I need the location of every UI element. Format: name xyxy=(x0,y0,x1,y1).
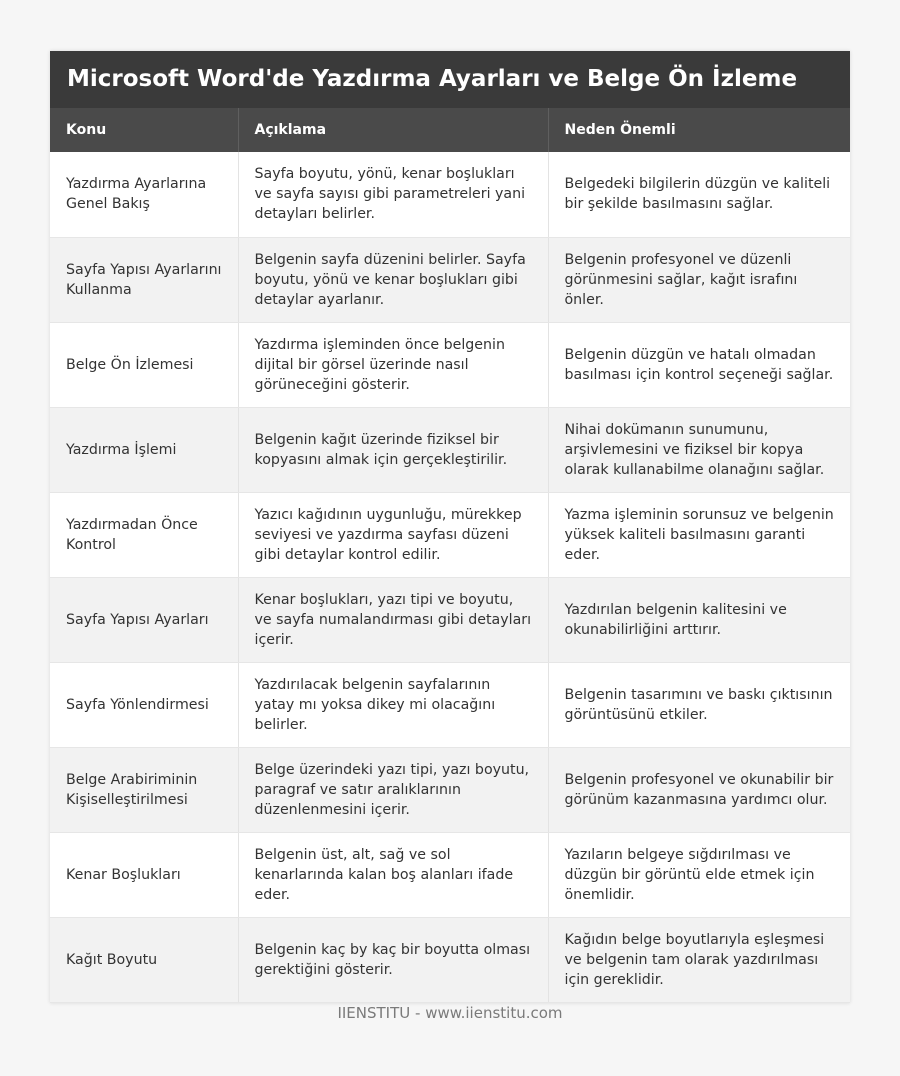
column-header-konu: Konu xyxy=(50,108,238,152)
table-row xyxy=(50,407,850,492)
cell-neden: Belgenin profesyonel ve düzenli görünmesini sağlar, kağıt israfını önler. xyxy=(548,237,850,322)
cell-neden: Belgedeki bilgilerin düzgün ve kaliteli bir şekilde basılmasını sağlar. xyxy=(548,152,850,237)
cell-aciklama: Belgenin üst, alt, sağ ve sol kenarlarında kalan boş alanları ifade eder. xyxy=(238,832,548,917)
table-row xyxy=(50,237,850,322)
cell-neden: Nihai dokümanın sunumunu, arşivlemesini ve fiziksel bir kopya olarak kullanabilme olanağını sağlar. xyxy=(548,407,850,492)
cell-konu: Yazdırmadan Önce Kontrol xyxy=(50,492,238,577)
table-row xyxy=(50,577,850,662)
cell-aciklama: Belge üzerindeki yazı tipi, yazı boyutu, paragraf ve satır aralıklarının düzenlenmesini içerir. xyxy=(238,747,548,832)
cell-aciklama: Sayfa boyutu, yönü, kenar boşlukları ve sayfa sayısı gibi parametreleri yani detayları belirler. xyxy=(238,152,548,237)
cell-konu: Yazdırma İşlemi xyxy=(50,407,238,492)
cell-neden: Belgenin tasarımını ve baskı çıktısının görüntüsünü etkiler. xyxy=(548,662,850,747)
cell-neden: Yazıların belgeye sığdırılması ve düzgün bir görüntü elde etmek için önemlidir. xyxy=(548,832,850,917)
cell-aciklama: Yazıcı kağıdının uygunluğu, mürekkep seviyesi ve yazdırma sayfası düzeni gibi detaylar kontrol edilir. xyxy=(238,492,548,577)
cell-konu: Belge Arabiriminin Kişiselleştirilmesi xyxy=(50,747,238,832)
table-row xyxy=(50,322,850,407)
cell-konu: Kağıt Boyutu xyxy=(50,917,238,1002)
cell-aciklama: Belgenin sayfa düzenini belirler. Sayfa boyutu, yönü ve kenar boşlukları gibi detaylar ayarlanır. xyxy=(238,237,548,322)
table-row xyxy=(50,747,850,832)
cell-aciklama: Kenar boşlukları, yazı tipi ve boyutu, ve sayfa numalandırması gibi detayları içerir. xyxy=(238,577,548,662)
cell-aciklama: Belgenin kaç by kaç bir boyutta olması gerektiğini gösterir. xyxy=(238,917,548,1002)
table-row xyxy=(50,832,850,917)
table-row xyxy=(50,492,850,577)
cell-aciklama: Belgenin kağıt üzerinde fiziksel bir kopyasını almak için gerçekleştirilir. xyxy=(238,407,548,492)
cell-neden: Belgenin profesyonel ve okunabilir bir görünüm kazanmasına yardımcı olur. xyxy=(548,747,850,832)
table-row xyxy=(50,152,850,237)
table-row xyxy=(50,662,850,747)
footer-credit: IIENSTITU - www.iienstitu.com xyxy=(337,1004,563,1022)
cell-konu: Sayfa Yapısı Ayarlarını Kullanma xyxy=(50,237,238,322)
cell-konu: Sayfa Yapısı Ayarları xyxy=(50,577,238,662)
cell-aciklama: Yazdırma işleminden önce belgenin dijital bir görsel üzerinde nasıl görüneceğini gösterir. xyxy=(238,322,548,407)
table-row xyxy=(50,917,850,1002)
content-table xyxy=(50,108,850,1003)
cell-neden: Yazma işleminin sorunsuz ve belgenin yüksek kaliteli basılmasını garanti eder. xyxy=(548,492,850,577)
column-header-aciklama: Açıklama xyxy=(238,108,548,152)
page-title: Microsoft Word'de Yazdırma Ayarları ve Belge Ön İzleme xyxy=(50,51,850,108)
cell-neden: Belgenin düzgün ve hatalı olmadan basılması için kontrol seçeneği sağlar. xyxy=(548,322,850,407)
cell-konu: Yazdırma Ayarlarına Genel Bakış xyxy=(50,152,238,237)
cell-neden: Yazdırılan belgenin kalitesini ve okunabilirliğini arttırır. xyxy=(548,577,850,662)
cell-konu: Belge Ön İzlemesi xyxy=(50,322,238,407)
cell-neden: Kağıdın belge boyutlarıyla eşleşmesi ve belgenin tam olarak yazdırılması için gereklidir. xyxy=(548,917,850,1002)
table-header-row xyxy=(50,108,850,152)
cell-konu: Sayfa Yönlendirmesi xyxy=(50,662,238,747)
cell-konu: Kenar Boşlukları xyxy=(50,832,238,917)
cell-aciklama: Yazdırılacak belgenin sayfalarının yatay mı yoksa dikey mi olacağını belirler. xyxy=(238,662,548,747)
column-header-neden-onemli: Neden Önemli xyxy=(548,108,850,152)
table-card xyxy=(50,51,850,1003)
